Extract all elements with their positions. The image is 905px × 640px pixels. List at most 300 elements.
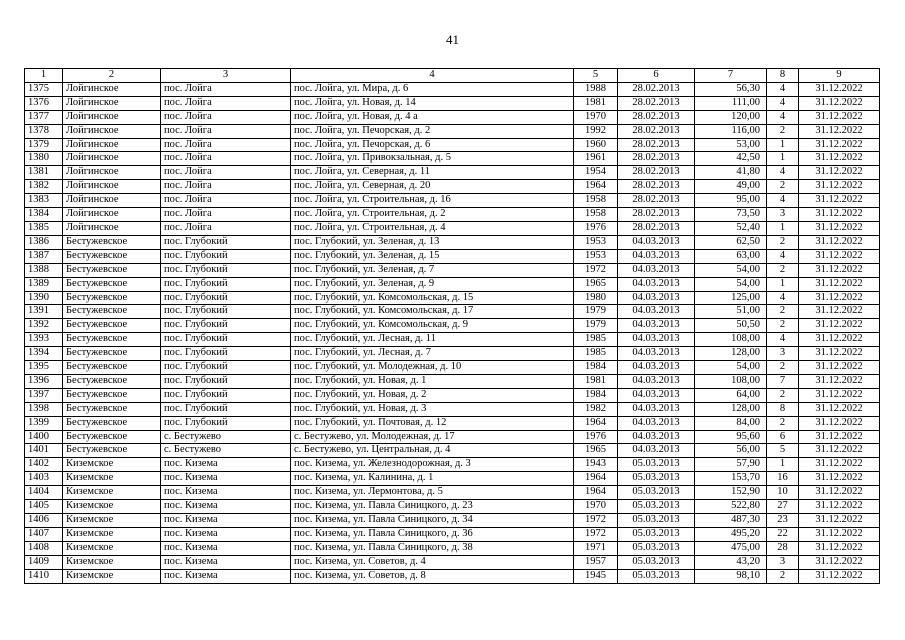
date-cell: 28.02.2013: [618, 138, 695, 152]
settlement-cell: Киземское: [63, 486, 161, 500]
deadline-date-cell: 31.12.2022: [799, 180, 880, 194]
address-cell: пос. Глубокий, ул. Почтовая, д. 12: [291, 416, 574, 430]
build-year-cell: 1953: [574, 235, 618, 249]
table-row: [25, 527, 880, 541]
locality-cell: пос. Лойга: [161, 208, 291, 222]
row-number-cell: 1409: [25, 555, 63, 569]
deadline-date-cell: 31.12.2022: [799, 514, 880, 528]
build-year-cell: 1970: [574, 500, 618, 514]
address-cell: пос. Лойга, ул. Новая, д. 4 а: [291, 110, 574, 124]
row-number-cell: 1402: [25, 458, 63, 472]
build-year-cell: 1957: [574, 555, 618, 569]
date-cell: 05.03.2013: [618, 569, 695, 583]
build-year-cell: 1976: [574, 221, 618, 235]
count-cell: 2: [767, 361, 799, 375]
date-cell: 28.02.2013: [618, 194, 695, 208]
settlement-cell: Лойгинское: [63, 96, 161, 110]
count-cell: 2: [767, 569, 799, 583]
deadline-date-cell: 31.12.2022: [799, 138, 880, 152]
settlement-cell: Бестужевское: [63, 347, 161, 361]
address-cell: пос. Глубокий, ул. Новая, д. 1: [291, 374, 574, 388]
deadline-date-cell: 31.12.2022: [799, 277, 880, 291]
settlement-cell: Бестужевское: [63, 291, 161, 305]
row-number-cell: 1403: [25, 472, 63, 486]
deadline-date-cell: 31.12.2022: [799, 430, 880, 444]
build-year-cell: 1981: [574, 374, 618, 388]
locality-cell: пос. Глубокий: [161, 416, 291, 430]
build-year-cell: 1961: [574, 152, 618, 166]
row-number-cell: 1377: [25, 110, 63, 124]
settlement-cell: Бестужевское: [63, 333, 161, 347]
build-year-cell: 1972: [574, 514, 618, 528]
area-cell: 54,00: [695, 263, 767, 277]
deadline-date-cell: 31.12.2022: [799, 249, 880, 263]
row-number-cell: 1397: [25, 388, 63, 402]
settlement-cell: Бестужевское: [63, 388, 161, 402]
housing-table: [24, 68, 880, 584]
table-row: [25, 235, 880, 249]
area-cell: 125,00: [695, 291, 767, 305]
date-cell: 04.03.2013: [618, 402, 695, 416]
date-cell: 04.03.2013: [618, 305, 695, 319]
date-cell: 05.03.2013: [618, 527, 695, 541]
count-cell: 4: [767, 110, 799, 124]
table-row: [25, 124, 880, 138]
locality-cell: пос. Глубокий: [161, 305, 291, 319]
table-body: [25, 82, 880, 583]
table-row: [25, 430, 880, 444]
date-cell: 05.03.2013: [618, 500, 695, 514]
address-cell: пос. Глубокий, ул. Новая, д. 2: [291, 388, 574, 402]
address-cell: пос. Лойга, ул. Печорская, д. 6: [291, 138, 574, 152]
locality-cell: пос. Лойга: [161, 152, 291, 166]
build-year-cell: 1981: [574, 96, 618, 110]
address-cell: пос. Глубокий, ул. Зеленая, д. 7: [291, 263, 574, 277]
locality-cell: пос. Лойга: [161, 110, 291, 124]
locality-cell: пос. Глубокий: [161, 263, 291, 277]
date-cell: 05.03.2013: [618, 514, 695, 528]
locality-cell: пос. Глубокий: [161, 291, 291, 305]
deadline-date-cell: 31.12.2022: [799, 263, 880, 277]
address-cell: пос. Кизема, ул. Калинина, д. 1: [291, 472, 574, 486]
address-cell: с. Бестужево, ул. Молодежная, д. 17: [291, 430, 574, 444]
build-year-cell: 1985: [574, 333, 618, 347]
settlement-cell: Бестужевское: [63, 361, 161, 375]
table-row: [25, 152, 880, 166]
address-cell: пос. Кизема, ул. Павла Синицкого, д. 23: [291, 500, 574, 514]
locality-cell: пос. Глубокий: [161, 333, 291, 347]
build-year-cell: 1958: [574, 194, 618, 208]
deadline-date-cell: 31.12.2022: [799, 500, 880, 514]
build-year-cell: 1985: [574, 347, 618, 361]
address-cell: пос. Лойга, ул. Печорская, д. 2: [291, 124, 574, 138]
build-year-cell: 1988: [574, 82, 618, 96]
count-cell: 2: [767, 416, 799, 430]
table-row: [25, 444, 880, 458]
settlement-cell: Киземское: [63, 500, 161, 514]
count-cell: 1: [767, 221, 799, 235]
column-header-5: 5: [574, 69, 618, 83]
locality-cell: пос. Лойга: [161, 180, 291, 194]
table-row: [25, 110, 880, 124]
row-number-cell: 1376: [25, 96, 63, 110]
build-year-cell: 1984: [574, 388, 618, 402]
settlement-cell: Лойгинское: [63, 138, 161, 152]
locality-cell: пос. Кизема: [161, 500, 291, 514]
row-number-cell: 1386: [25, 235, 63, 249]
count-cell: 4: [767, 96, 799, 110]
count-cell: 4: [767, 333, 799, 347]
area-cell: 108,00: [695, 374, 767, 388]
count-cell: 8: [767, 402, 799, 416]
date-cell: 05.03.2013: [618, 486, 695, 500]
build-year-cell: 1982: [574, 402, 618, 416]
settlement-cell: Лойгинское: [63, 208, 161, 222]
deadline-date-cell: 31.12.2022: [799, 333, 880, 347]
area-cell: 56,30: [695, 82, 767, 96]
count-cell: 27: [767, 500, 799, 514]
date-cell: 04.03.2013: [618, 347, 695, 361]
settlement-cell: Бестужевское: [63, 305, 161, 319]
table-row: [25, 333, 880, 347]
locality-cell: пос. Глубокий: [161, 249, 291, 263]
table-row: [25, 347, 880, 361]
table-row: [25, 249, 880, 263]
address-cell: пос. Глубокий, ул. Зеленая, д. 13: [291, 235, 574, 249]
table-row: [25, 194, 880, 208]
deadline-date-cell: 31.12.2022: [799, 124, 880, 138]
date-cell: 04.03.2013: [618, 374, 695, 388]
area-cell: 128,00: [695, 402, 767, 416]
date-cell: 28.02.2013: [618, 221, 695, 235]
settlement-cell: Лойгинское: [63, 194, 161, 208]
area-cell: 42,50: [695, 152, 767, 166]
address-cell: пос. Кизема, ул. Павла Синицкого, д. 36: [291, 527, 574, 541]
date-cell: 04.03.2013: [618, 444, 695, 458]
deadline-date-cell: 31.12.2022: [799, 347, 880, 361]
row-number-cell: 1405: [25, 500, 63, 514]
locality-cell: пос. Глубокий: [161, 388, 291, 402]
area-cell: 108,00: [695, 333, 767, 347]
row-number-cell: 1393: [25, 333, 63, 347]
column-header-4: 4: [291, 69, 574, 83]
address-cell: пос. Глубокий, ул. Новая, д. 3: [291, 402, 574, 416]
locality-cell: с. Бестужево: [161, 444, 291, 458]
count-cell: 5: [767, 444, 799, 458]
locality-cell: пос. Кизема: [161, 486, 291, 500]
settlement-cell: Лойгинское: [63, 152, 161, 166]
area-cell: 116,00: [695, 124, 767, 138]
address-cell: пос. Кизема, ул. Павла Синицкого, д. 34: [291, 514, 574, 528]
table-row: [25, 458, 880, 472]
header-row: [25, 69, 880, 83]
date-cell: 04.03.2013: [618, 235, 695, 249]
date-cell: 04.03.2013: [618, 388, 695, 402]
date-cell: 04.03.2013: [618, 319, 695, 333]
row-number-cell: 1385: [25, 221, 63, 235]
settlement-cell: Лойгинское: [63, 180, 161, 194]
date-cell: 28.02.2013: [618, 110, 695, 124]
column-header-7: 7: [695, 69, 767, 83]
locality-cell: пос. Глубокий: [161, 361, 291, 375]
row-number-cell: 1388: [25, 263, 63, 277]
settlement-cell: Лойгинское: [63, 110, 161, 124]
address-cell: пос. Лойга, ул. Мира, д. 6: [291, 82, 574, 96]
row-number-cell: 1379: [25, 138, 63, 152]
locality-cell: пос. Кизема: [161, 458, 291, 472]
column-header-6: 6: [618, 69, 695, 83]
row-number-cell: 1404: [25, 486, 63, 500]
locality-cell: пос. Лойга: [161, 221, 291, 235]
count-cell: 4: [767, 291, 799, 305]
row-number-cell: 1396: [25, 374, 63, 388]
row-number-cell: 1410: [25, 569, 63, 583]
area-cell: 487,30: [695, 514, 767, 528]
settlement-cell: Киземское: [63, 541, 161, 555]
area-cell: 56,00: [695, 444, 767, 458]
settlement-cell: Киземское: [63, 555, 161, 569]
count-cell: 2: [767, 305, 799, 319]
address-cell: пос. Лойга, ул. Северная, д. 11: [291, 166, 574, 180]
column-header-2: 2: [63, 69, 161, 83]
count-cell: 1: [767, 138, 799, 152]
row-number-cell: 1380: [25, 152, 63, 166]
deadline-date-cell: 31.12.2022: [799, 96, 880, 110]
date-cell: 05.03.2013: [618, 555, 695, 569]
count-cell: 4: [767, 166, 799, 180]
count-cell: 16: [767, 472, 799, 486]
settlement-cell: Лойгинское: [63, 166, 161, 180]
count-cell: 6: [767, 430, 799, 444]
settlement-cell: Бестужевское: [63, 263, 161, 277]
count-cell: 2: [767, 124, 799, 138]
area-cell: 475,00: [695, 541, 767, 555]
locality-cell: пос. Кизема: [161, 555, 291, 569]
deadline-date-cell: 31.12.2022: [799, 527, 880, 541]
column-header-8: 8: [767, 69, 799, 83]
address-cell: пос. Глубокий, ул. Лесная, д. 11: [291, 333, 574, 347]
address-cell: пос. Лойга, ул. Строительная, д. 4: [291, 221, 574, 235]
build-year-cell: 1945: [574, 569, 618, 583]
locality-cell: пос. Глубокий: [161, 277, 291, 291]
locality-cell: пос. Глубокий: [161, 347, 291, 361]
row-number-cell: 1382: [25, 180, 63, 194]
address-cell: пос. Лойга, ул. Строительная, д. 2: [291, 208, 574, 222]
settlement-cell: Бестужевское: [63, 249, 161, 263]
table-row: [25, 486, 880, 500]
settlement-cell: Бестужевское: [63, 277, 161, 291]
settlement-cell: Бестужевское: [63, 416, 161, 430]
build-year-cell: 1965: [574, 277, 618, 291]
address-cell: пос. Кизема, ул. Железнодорожная, д. 3: [291, 458, 574, 472]
settlement-cell: Лойгинское: [63, 82, 161, 96]
table-row: [25, 319, 880, 333]
row-number-cell: 1387: [25, 249, 63, 263]
table-row: [25, 402, 880, 416]
count-cell: 1: [767, 152, 799, 166]
date-cell: 04.03.2013: [618, 416, 695, 430]
settlement-cell: Лойгинское: [63, 221, 161, 235]
table-row: [25, 96, 880, 110]
table-row: [25, 361, 880, 375]
count-cell: 4: [767, 249, 799, 263]
build-year-cell: 1943: [574, 458, 618, 472]
count-cell: 2: [767, 180, 799, 194]
date-cell: 04.03.2013: [618, 430, 695, 444]
table-row: [25, 277, 880, 291]
area-cell: 41,80: [695, 166, 767, 180]
deadline-date-cell: 31.12.2022: [799, 444, 880, 458]
locality-cell: пос. Глубокий: [161, 374, 291, 388]
locality-cell: пос. Кизема: [161, 472, 291, 486]
count-cell: 10: [767, 486, 799, 500]
row-number-cell: 1383: [25, 194, 63, 208]
build-year-cell: 1971: [574, 541, 618, 555]
page-number: 41: [446, 32, 459, 47]
build-year-cell: 1964: [574, 472, 618, 486]
build-year-cell: 1958: [574, 208, 618, 222]
date-cell: 04.03.2013: [618, 333, 695, 347]
build-year-cell: 1953: [574, 249, 618, 263]
table-row: [25, 208, 880, 222]
date-cell: 04.03.2013: [618, 277, 695, 291]
locality-cell: с. Бестужево: [161, 430, 291, 444]
row-number-cell: 1392: [25, 319, 63, 333]
table-row: [25, 138, 880, 152]
count-cell: 3: [767, 555, 799, 569]
table-row: [25, 166, 880, 180]
area-cell: 98,10: [695, 569, 767, 583]
deadline-date-cell: 31.12.2022: [799, 541, 880, 555]
locality-cell: пос. Лойга: [161, 82, 291, 96]
row-number-cell: 1395: [25, 361, 63, 375]
table-row: [25, 374, 880, 388]
area-cell: 522,80: [695, 500, 767, 514]
date-cell: 05.03.2013: [618, 541, 695, 555]
area-cell: 73,50: [695, 208, 767, 222]
locality-cell: пос. Глубокий: [161, 402, 291, 416]
date-cell: 28.02.2013: [618, 180, 695, 194]
build-year-cell: 1960: [574, 138, 618, 152]
date-cell: 28.02.2013: [618, 208, 695, 222]
locality-cell: пос. Кизема: [161, 527, 291, 541]
build-year-cell: 1976: [574, 430, 618, 444]
table-row: [25, 263, 880, 277]
locality-cell: пос. Лойга: [161, 124, 291, 138]
settlement-cell: Киземское: [63, 527, 161, 541]
column-header-3: 3: [161, 69, 291, 83]
build-year-cell: 1954: [574, 166, 618, 180]
date-cell: 28.02.2013: [618, 166, 695, 180]
locality-cell: пос. Лойга: [161, 194, 291, 208]
build-year-cell: 1964: [574, 180, 618, 194]
build-year-cell: 1972: [574, 263, 618, 277]
area-cell: 128,00: [695, 347, 767, 361]
table-row: [25, 472, 880, 486]
column-header-1: 1: [25, 69, 63, 83]
deadline-date-cell: 31.12.2022: [799, 194, 880, 208]
locality-cell: пос. Лойга: [161, 166, 291, 180]
build-year-cell: 1964: [574, 486, 618, 500]
area-cell: 63,00: [695, 249, 767, 263]
deadline-date-cell: 31.12.2022: [799, 152, 880, 166]
address-cell: пос. Глубокий, ул. Лесная, д. 7: [291, 347, 574, 361]
area-cell: 49,00: [695, 180, 767, 194]
row-number-cell: 1381: [25, 166, 63, 180]
address-cell: пос. Кизема, ул. Советов, д. 4: [291, 555, 574, 569]
build-year-cell: 1964: [574, 416, 618, 430]
table-row: [25, 388, 880, 402]
row-number-cell: 1375: [25, 82, 63, 96]
area-cell: 153,70: [695, 472, 767, 486]
date-cell: 04.03.2013: [618, 249, 695, 263]
address-cell: пос. Лойга, ул. Новая, д. 14: [291, 96, 574, 110]
table-row: [25, 514, 880, 528]
deadline-date-cell: 31.12.2022: [799, 361, 880, 375]
date-cell: 04.03.2013: [618, 263, 695, 277]
locality-cell: пос. Кизема: [161, 541, 291, 555]
area-cell: 95,00: [695, 194, 767, 208]
deadline-date-cell: 31.12.2022: [799, 555, 880, 569]
deadline-date-cell: 31.12.2022: [799, 374, 880, 388]
settlement-cell: Бестужевское: [63, 402, 161, 416]
row-number-cell: 1391: [25, 305, 63, 319]
table-row: [25, 541, 880, 555]
area-cell: 43,20: [695, 555, 767, 569]
address-cell: пос. Глубокий, ул. Зеленая, д. 15: [291, 249, 574, 263]
deadline-date-cell: 31.12.2022: [799, 319, 880, 333]
address-cell: пос. Лойга, ул. Привокзальная, д. 5: [291, 152, 574, 166]
deadline-date-cell: 31.12.2022: [799, 472, 880, 486]
deadline-date-cell: 31.12.2022: [799, 402, 880, 416]
row-number-cell: 1389: [25, 277, 63, 291]
date-cell: 28.02.2013: [618, 152, 695, 166]
date-cell: 28.02.2013: [618, 124, 695, 138]
build-year-cell: 1984: [574, 361, 618, 375]
area-cell: 52,40: [695, 221, 767, 235]
build-year-cell: 1979: [574, 319, 618, 333]
address-cell: пос. Лойга, ул. Строительная, д. 16: [291, 194, 574, 208]
deadline-date-cell: 31.12.2022: [799, 221, 880, 235]
deadline-date-cell: 31.12.2022: [799, 291, 880, 305]
date-cell: 04.03.2013: [618, 361, 695, 375]
deadline-date-cell: 31.12.2022: [799, 458, 880, 472]
count-cell: 4: [767, 194, 799, 208]
deadline-date-cell: 31.12.2022: [799, 486, 880, 500]
area-cell: 57,90: [695, 458, 767, 472]
date-cell: 04.03.2013: [618, 291, 695, 305]
settlement-cell: Бестужевское: [63, 444, 161, 458]
date-cell: 28.02.2013: [618, 96, 695, 110]
area-cell: 152,90: [695, 486, 767, 500]
table-row: [25, 180, 880, 194]
settlement-cell: Киземское: [63, 514, 161, 528]
date-cell: 05.03.2013: [618, 458, 695, 472]
row-number-cell: 1390: [25, 291, 63, 305]
address-cell: пос. Глубокий, ул. Комсомольская, д. 17: [291, 305, 574, 319]
deadline-date-cell: 31.12.2022: [799, 569, 880, 583]
row-number-cell: 1401: [25, 444, 63, 458]
count-cell: 3: [767, 347, 799, 361]
locality-cell: пос. Глубокий: [161, 235, 291, 249]
build-year-cell: 1970: [574, 110, 618, 124]
build-year-cell: 1979: [574, 305, 618, 319]
deadline-date-cell: 31.12.2022: [799, 305, 880, 319]
count-cell: 7: [767, 374, 799, 388]
deadline-date-cell: 31.12.2022: [799, 416, 880, 430]
settlement-cell: Бестужевское: [63, 235, 161, 249]
row-number-cell: 1378: [25, 124, 63, 138]
